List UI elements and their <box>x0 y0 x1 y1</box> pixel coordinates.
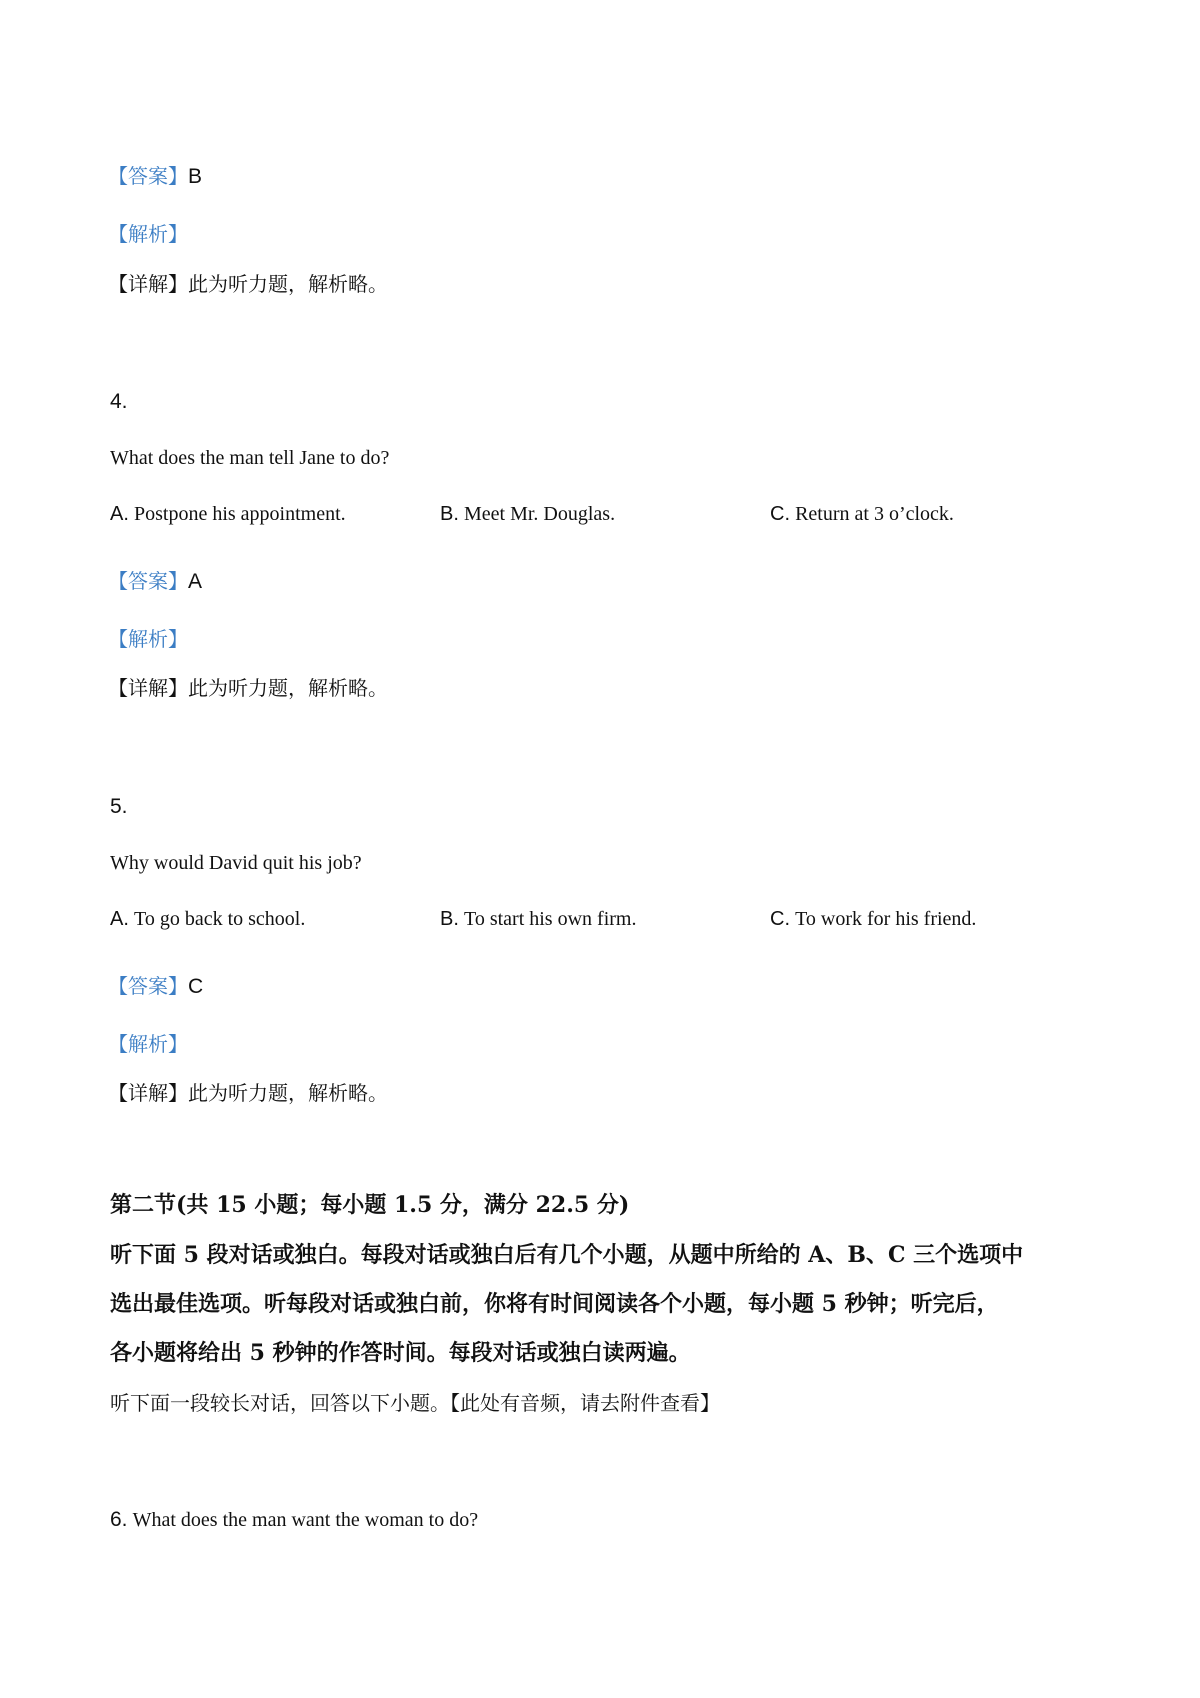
q4-question: What does the man tell Jane to do? <box>110 447 390 469</box>
option-text: Postpone his appointment. <box>134 503 346 525</box>
option-text: To start his own firm. <box>464 908 637 930</box>
option-letter: A. <box>110 503 129 525</box>
q5-option-a[interactable] <box>110 908 305 931</box>
option-letter: B. <box>440 908 459 930</box>
answer-value: A <box>188 570 203 593</box>
option-letter: C. <box>770 503 790 525</box>
q4-option-c[interactable] <box>770 503 954 526</box>
q5-option-b[interactable] <box>440 908 636 931</box>
q6-line <box>110 1508 478 1532</box>
section2-instructions-line-2: 选出最佳选项。听每段对话或独白前，你将有时间阅读各个小题，每小题 5 秒钟；听完后， <box>110 1291 999 1317</box>
answer-value: C <box>188 975 204 998</box>
option-text: To go back to school. <box>134 908 306 930</box>
q4-detail: 【详解】此为听力题，解析略。 <box>108 676 388 700</box>
section2-instructions-line-3: 各小题将给出 5 秒钟的作答时间。每段对话或独白读两遍。 <box>110 1340 691 1366</box>
q3-analysis-tag: 【解析】 <box>108 222 188 246</box>
q3-answer <box>108 160 202 189</box>
q4-number: 4. <box>110 390 128 413</box>
option-text: Return at 3 o’clock. <box>795 503 954 525</box>
q5-analysis-tag: 【解析】 <box>108 1032 188 1056</box>
answer-value: B <box>188 165 203 188</box>
q4-analysis-tag: 【解析】 <box>108 627 188 651</box>
q6-question: What does the man want the woman to do? <box>132 1509 479 1531</box>
q5-option-c[interactable] <box>770 908 976 931</box>
q5-detail: 【详解】此为听力题，解析略。 <box>108 1081 388 1105</box>
option-text: To work for his friend. <box>795 908 977 930</box>
q5-answer <box>108 970 203 999</box>
section2-heading: 第二节(共 15 小题；每小题 1.5 分，满分 22.5 分) <box>110 1192 630 1218</box>
q6-number: 6. <box>110 1508 128 1531</box>
option-letter: B. <box>440 503 459 525</box>
section2-note: 听下面一段较长对话，回答以下小题。【此处有音频，请去附件查看】 <box>110 1391 720 1415</box>
q4-option-b[interactable] <box>440 503 615 526</box>
q5-number: 5. <box>110 795 128 818</box>
section2-instructions-line-1: 听下面 5 段对话或独白。每段对话或独白后有几个小题，从题中所给的 A、B、C 三个选项中 <box>110 1242 1024 1268</box>
option-text: Meet Mr. Douglas. <box>464 503 616 525</box>
q5-question: Why would David quit his job? <box>110 852 362 874</box>
q3-detail: 【详解】此为听力题，解析略。 <box>108 272 388 296</box>
q4-answer <box>108 565 202 594</box>
q4-option-a[interactable] <box>110 503 346 526</box>
option-letter: A. <box>110 908 129 930</box>
option-letter: C. <box>770 908 790 930</box>
answer-tag: 【答案】 <box>108 974 188 998</box>
answer-tag: 【答案】 <box>108 164 188 188</box>
answer-tag: 【答案】 <box>108 569 188 593</box>
